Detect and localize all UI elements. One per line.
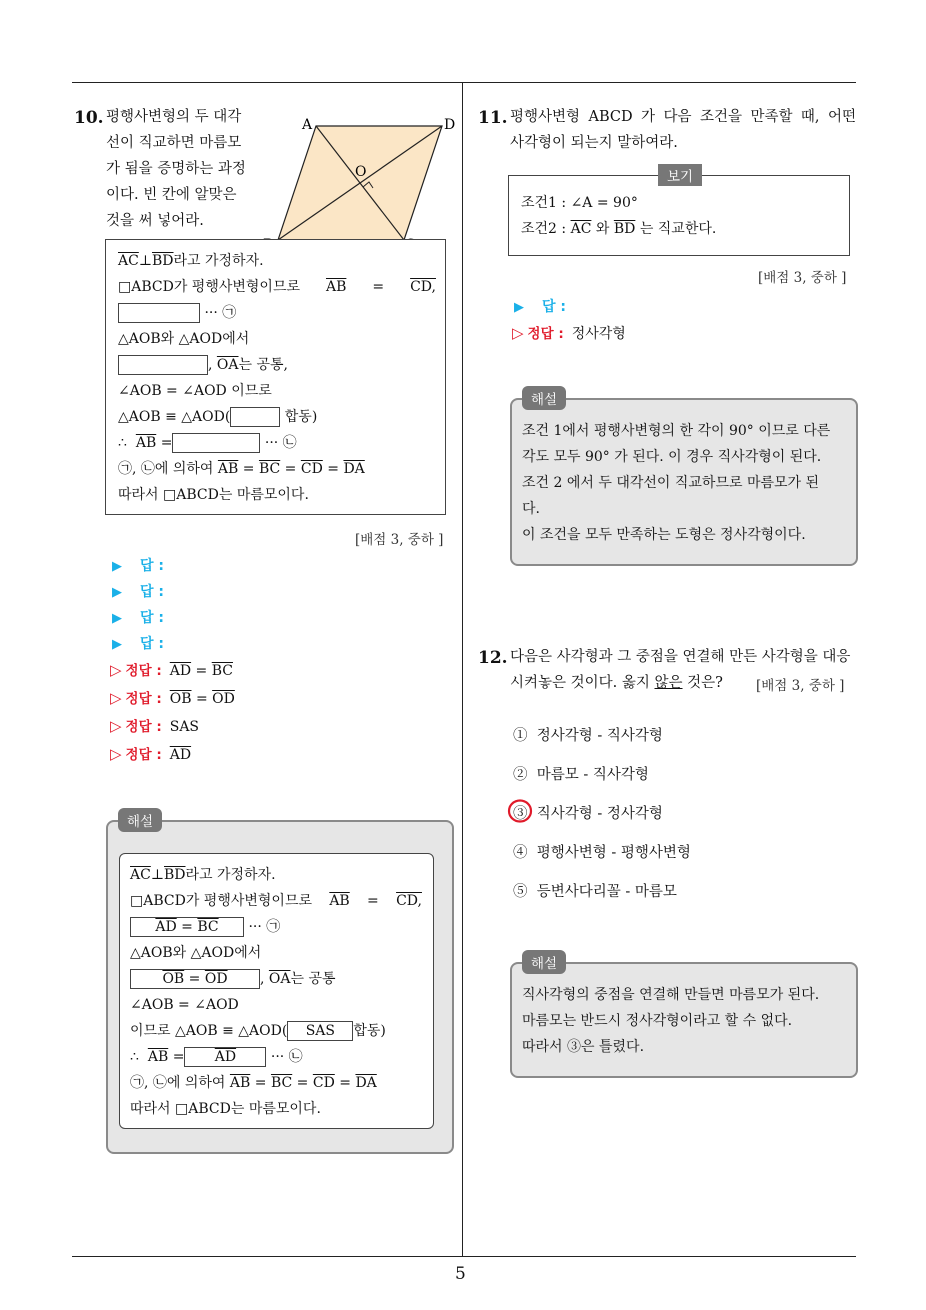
filled-blank-3: SAS [287, 1021, 353, 1041]
q12-explanation-text: 직사각형의 중점을 연결해 만들면 마름모가 된다. 마름모는 반드시 정사각형이라고 할 수 없다. 따라서 ③은 틀렸다. [522, 987, 820, 1055]
q11-condition-2: 조건2 : $\overline{AC}$ 와 $\overline{BD}$ 는 직교한다. [521, 221, 717, 237]
q12-text: 다음은 사각형과 그 중점을 연결해 만든 사각형을 대응 시켜놓은 것이다. 옳지 않은 것은? [510, 649, 851, 691]
exp-line-3: $\overline{AD} = \overline{BC}$ ··· ㉠ [130, 914, 280, 940]
q11-answer: ▶ 답 : [514, 299, 566, 315]
q12-choice-2[interactable]: ② 마름모 - 직사각형 [513, 767, 649, 783]
proof-line-8: ∴ $\overline{AB}$ = ··· ㉡ [118, 435, 297, 451]
top-rule [72, 82, 856, 83]
triangle-outline-icon: ▷ [512, 324, 524, 342]
q12-choice-4[interactable]: ④ 평행사변형 - 평행사변형 [513, 845, 691, 861]
exp-line-1: $\overline{AC}\perp\overline{BD}$라고 가정하자. [130, 867, 276, 883]
play-icon: ▶ [112, 559, 122, 574]
q11-score: [배점 3, 중하 ] [758, 270, 847, 286]
q11-bogi-box [508, 175, 850, 256]
q10-correct-2: ▷ 정답 : $\overline{OB} = \overline{OD}$ [110, 689, 235, 707]
vertex-d: D [444, 117, 456, 133]
proof-line-9: ㉠, ㉡에 의하여 $\overline{AB} = \overline{BC} = \overline{CD} = \overline{DA}$ [118, 461, 365, 477]
triangle-outline-icon: ▷ [110, 717, 122, 735]
exp-line-7: 이므로 △AOB ≡ △AOD( SAS 합동) [130, 1023, 386, 1039]
q11-number: 11. [478, 108, 508, 128]
exp-line-4: △AOB와 △AOD에서 [130, 945, 262, 961]
proof-line-4: △AOB와 △AOD에서 [118, 331, 250, 347]
proof-line-3: ··· ㉠ [118, 300, 236, 326]
q12-score: [배점 3, 중하 ] [756, 678, 845, 694]
page-number: 5 [455, 1264, 466, 1284]
q10-explanation-tag: 해설 [118, 808, 162, 832]
proof-line-10: 따라서 □ABCD는 마름모이다. [118, 487, 309, 503]
triangle-outline-icon: ▷ [110, 689, 122, 707]
q11-text: 평행사변형 ABCD 가 다음 조건을 만족할 때, 어떤 사각형이 되는지 말하여라. [510, 109, 856, 151]
q11-bogi-tag: 보기 [658, 164, 702, 186]
q10-answer-2: ▶ 답 : [112, 584, 164, 600]
q11-correct: ▷ 정답 : 정사각형 [512, 324, 626, 342]
q10-answer-1: ▶ 답 : [112, 558, 164, 574]
exp-line-6: ∠AOB = ∠AOD [130, 997, 239, 1013]
vertex-a: A [302, 117, 313, 133]
blank-3[interactable] [230, 407, 280, 427]
filled-blank-1: $\overline{AD} = \overline{BC}$ [130, 917, 244, 937]
bottom-rule [72, 1256, 856, 1257]
rhombus-figure [262, 110, 462, 252]
q12-choice-3[interactable]: ③ 직사각형 - 정사각형 [513, 806, 663, 822]
q11-condition-1: 조건1 : ∠A = 90° [521, 195, 638, 211]
q12-choice-5[interactable]: ⑤ 등변사다리꼴 - 마름모 [513, 884, 677, 900]
q10-correct-1: ▷ 정답 : $\overline{AD} = \overline{BC}$ [110, 661, 233, 679]
proof-line-1: $\overline{AC}\perp\overline{BD}$라고 가정하자. [118, 253, 264, 269]
q11-explanation-text: 조건 1에서 평행사변형의 한 각이 90° 이므로 다른 각도 모두 90° 가 된다. 이 경우 직사각형이 된다. 조건 2 에서 두 대각선이 직교하므로 마름모가 된 다. 이 조건을 모두 만족하는 도형은 정사각형이다. [522, 423, 831, 543]
proof-line-7: △AOB ≡ △AOD( 합동) [118, 409, 318, 425]
q10-answer-4: ▶ 답 : [112, 636, 164, 652]
play-icon: ▶ [514, 300, 524, 315]
q10-correct-4: ▷ 정답 : $\overline{AD}$ [110, 745, 192, 763]
play-icon: ▶ [112, 585, 122, 600]
blank-1[interactable] [118, 303, 200, 323]
q10-explanation-inner [119, 853, 434, 1129]
q10-correct-3: ▷ 정답 : SAS [110, 717, 200, 735]
exp-line-8: ∴ $\overline{AB} = \overline{AD}$ ··· ㉡ [130, 1049, 303, 1065]
q10-proof-box [105, 239, 446, 515]
exp-line-5: $\overline{OB} = \overline{OD}$ , $\overline{OA}$는 공통 [130, 966, 336, 992]
q12-explanation-tag: 해설 [522, 950, 566, 974]
proof-line-2: □ABCD가 평행사변형이므로 $\overline{AB}$ = CD, [118, 279, 436, 295]
center-o: O [355, 164, 367, 180]
exp-line-10: 따라서 □ABCD는 마름모이다. [130, 1101, 321, 1117]
q10-score: [배점 3, 중하 ] [355, 532, 444, 548]
q10-answer-3: ▶ 답 : [112, 610, 164, 626]
play-icon: ▶ [112, 637, 122, 652]
q12-number: 12. [478, 648, 508, 668]
proof-line-6: ∠AOB = ∠AOD 이므로 [118, 383, 272, 399]
q12-choice-1[interactable]: ① 정사각형 - 직사각형 [513, 728, 663, 744]
triangle-outline-icon: ▷ [110, 745, 122, 763]
q10-text: 평행사변형의 두 대각 선이 직교하면 마름모 가 됨을 증명하는 과정 이다. 빈 칸에 알맞은 것을 써 넣어라. [106, 109, 246, 229]
play-icon: ▶ [112, 611, 122, 626]
column-divider [462, 82, 463, 1256]
blank-4[interactable] [172, 433, 260, 453]
triangle-outline-icon: ▷ [110, 661, 122, 679]
filled-blank-4: $\overline{AD}$ [184, 1047, 266, 1067]
exp-line-2: □ABCD가 평행사변형이므로 $\overline{AB}$ = CD, [130, 893, 422, 909]
answer-circle-mark [506, 797, 536, 825]
proof-line-5: , $\overline{OA}$는 공통, [118, 352, 288, 378]
q11-explanation-tag: 해설 [522, 386, 566, 410]
filled-blank-2: $\overline{OB} = \overline{OD}$ [130, 969, 260, 989]
blank-2[interactable] [118, 355, 208, 375]
q10-number: 10. [74, 108, 104, 128]
exp-line-9: ㉠, ㉡에 의하여 $\overline{AB} = \overline{BC} = \overline{CD} = \overline{DA}$ [130, 1075, 377, 1091]
